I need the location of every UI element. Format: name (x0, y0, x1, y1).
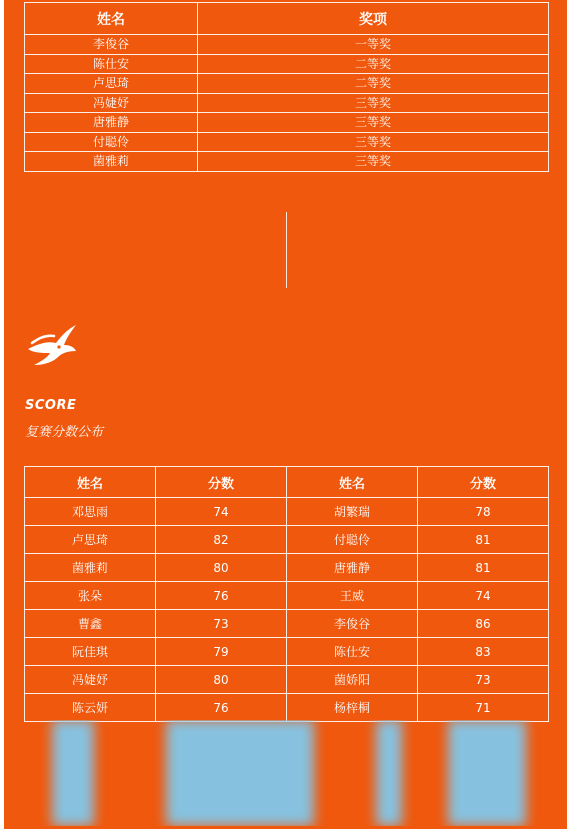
scores-cell-name2: 王威 (287, 582, 418, 610)
scores-cell-name1: 菌雅莉 (25, 554, 156, 582)
awards-cell-name: 付聪伶 (25, 132, 198, 152)
scores-cell-name1: 阮佳琪 (25, 638, 156, 666)
scores-cell-name1: 曹鑫 (25, 610, 156, 638)
scores-cell-score1: 82 (156, 526, 287, 554)
scores-row (25, 582, 549, 610)
awards-cell-award: 三等奖 (198, 132, 549, 152)
section-title-en: SCORE (25, 398, 77, 413)
awards-cell-award: 二等奖 (198, 74, 549, 94)
awards-table (24, 2, 549, 172)
scores-cell-score2: 78 (418, 498, 549, 526)
scores-cell-score1: 76 (156, 582, 287, 610)
scores-cell-name2: 胡繁瑞 (287, 498, 418, 526)
scores-cell-name2: 唐雅静 (287, 554, 418, 582)
scores-cell-score2: 86 (418, 610, 549, 638)
awards-cell-name: 陈仕安 (25, 54, 198, 74)
scores-header-name-1: 姓名 (25, 467, 156, 498)
awards-row (25, 35, 549, 55)
awards-cell-award: 一等奖 (198, 35, 549, 55)
awards-row (25, 93, 549, 113)
scores-cell-name2: 陈仕安 (287, 638, 418, 666)
scores-row (25, 666, 549, 694)
scores-cell-score1: 80 (156, 554, 287, 582)
awards-row (25, 152, 549, 172)
scores-cell-name2: 付聪伶 (287, 526, 418, 554)
scores-cell-name2: 李俊谷 (287, 610, 418, 638)
scores-cell-score2: 71 (418, 694, 549, 722)
awards-header-name: 姓名 (25, 3, 198, 35)
awards-cell-award: 三等奖 (198, 113, 549, 133)
scores-cell-name2: 菌娇阳 (287, 666, 418, 694)
blurred-block (52, 720, 94, 826)
scores-cell-score2: 81 (418, 526, 549, 554)
scores-cell-score1: 74 (156, 498, 287, 526)
scores-cell-score2: 81 (418, 554, 549, 582)
blurred-image-strip (24, 720, 549, 826)
scores-cell-score2: 74 (418, 582, 549, 610)
awards-cell-award: 三等奖 (198, 93, 549, 113)
scores-header-name-2: 姓名 (287, 467, 418, 498)
blurred-block (376, 720, 402, 826)
vertical-divider (286, 212, 287, 288)
scores-row (25, 526, 549, 554)
scores-row (25, 694, 549, 722)
scores-row (25, 638, 549, 666)
awards-cell-name: 唐雅静 (25, 113, 198, 133)
scores-cell-score1: 73 (156, 610, 287, 638)
awards-cell-name: 冯婕妤 (25, 93, 198, 113)
scores-header-score-2: 分数 (418, 467, 549, 498)
awards-row (25, 113, 549, 133)
scores-table (24, 466, 549, 722)
scores-cell-score2: 73 (418, 666, 549, 694)
scores-row (25, 498, 549, 526)
awards-cell-award: 三等奖 (198, 152, 549, 172)
scores-cell-name1: 陈云妍 (25, 694, 156, 722)
scores-header-row (25, 467, 549, 498)
scores-cell-name1: 邓思雨 (25, 498, 156, 526)
scores-cell-score1: 76 (156, 694, 287, 722)
scores-cell-name2: 杨梓桐 (287, 694, 418, 722)
scores-cell-name1: 冯婕妤 (25, 666, 156, 694)
awards-row (25, 132, 549, 152)
blurred-block (166, 720, 314, 826)
awards-cell-name: 李俊谷 (25, 35, 198, 55)
page-canvas (4, 0, 567, 829)
awards-row (25, 74, 549, 94)
awards-header-award: 奖项 (198, 3, 549, 35)
awards-cell-award: 二等奖 (198, 54, 549, 74)
scores-cell-score1: 80 (156, 666, 287, 694)
scores-row (25, 610, 549, 638)
scores-cell-name1: 张朵 (25, 582, 156, 610)
awards-row (25, 54, 549, 74)
scores-cell-score2: 83 (418, 638, 549, 666)
swallow-bird-icon (26, 323, 78, 367)
scores-cell-name1: 卢思琦 (25, 526, 156, 554)
blurred-block (448, 720, 526, 826)
awards-header-row (25, 3, 549, 35)
scores-cell-score1: 79 (156, 638, 287, 666)
awards-cell-name: 卢思琦 (25, 74, 198, 94)
section-title-cn: 复赛分数公布 (25, 425, 104, 440)
scores-row (25, 554, 549, 582)
scores-header-score-1: 分数 (156, 467, 287, 498)
awards-cell-name: 菌雅莉 (25, 152, 198, 172)
